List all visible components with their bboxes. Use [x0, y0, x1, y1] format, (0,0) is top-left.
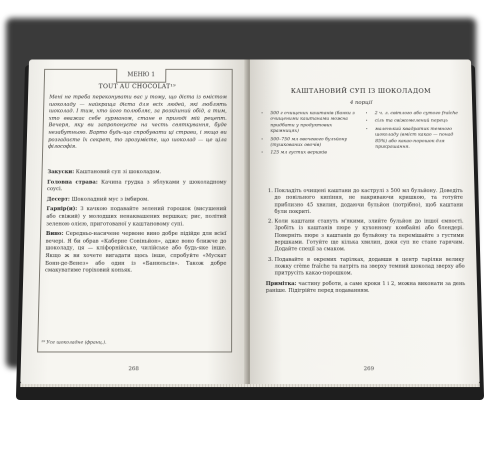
recipe-step: 2. Коли каштани стануть м'якими, злийте бульйон до іншої ємності. Зробіть із каштанів пюре у кухонному комбайні або блендері. Поверніть пюре з каштанів до бульйону та перемішайте з густими вершками. Готуйте ще кілька хвилин, доки суп не стане гарячим. Додайте спеції за смаком.	[274, 219, 464, 254]
ingredients-column-2	[368, 111, 464, 153]
recipe-portions: 4 порції	[349, 100, 373, 106]
intro-paragraph: Мені не треба переконувати вас у тому, що дієта із вмістом шоколаду — найкраща дієта для всіх людей, які люблять шоколад. І тим, хто його полюбляє, за розкішний обід, а тим, хто вважає себе гурманом, стане в пригоді мій рецепт. Вечеря, яку ви запропонуєте на честь святкування, буде незабутньою. Варто будь-що спробувати ці страви, і якщо ви розгадаєте їх секрет, то зрозумієте, що шоколад — це ціла філософія.	[47, 94, 227, 150]
page-number-right: 269	[363, 366, 375, 373]
recipe-step: 1. Покладіть очищені каштани до каструлі з 500 мл бульйону. Доведіть до повільного кипіння, не накриваючи кришкою, та готуйте приблизно 45 хвилин, додаючи бульйон (потрібно), щоб каштани були покриті.	[274, 188, 463, 216]
menu-item-starter: Закуски: Каштановий суп зі шоколадом.	[47, 169, 162, 176]
recipe-note: Примітка: частину роботи, а саме кроки 1 і 2, можна виконати за день раніше. Підігрійте перед подаванням.	[265, 280, 466, 294]
menu-intro-text	[48, 95, 227, 154]
ingredient-item: • 500 г очищених каштанів (банки з очищеними каштанами можна придбати у продуктових крамницях)	[270, 111, 358, 135]
right-page	[250, 60, 480, 384]
menu-items	[45, 169, 227, 278]
left-page	[20, 60, 248, 384]
recipe-step: 3. Подавайте в окремих тарілках, додавши в центр тарілки велику ложку crème fraîche та натріть на зверху темний шоколад зверху або притрусіть какао-порошком.	[275, 257, 465, 278]
recipe-title: КАШТАНОВИЙ СУП ІЗ ШОКОЛАДОМ	[290, 87, 432, 95]
page-number-left: 268	[128, 366, 139, 373]
menu-item-sides: Гарнір(и): З качкою подавайте зелений горошок (висушений або свіжий) у молодших ненаквашених вершках; рис, політий зеленою олією, приготованої у каштановому супі.	[46, 206, 227, 227]
ingredient-item: • 125 мл густих вершків	[270, 151, 358, 157]
open-book	[14, 60, 486, 396]
recipe-steps	[266, 188, 466, 295]
ingredient-item: • 2 ч. л. світлого або сутого fraîche	[375, 111, 463, 117]
menu-tab-label: МЕНЮ 1	[116, 69, 166, 83]
ingredients-list	[264, 111, 465, 184]
left-page-title: TOUT AU CHOCOLAT¹⁹	[98, 83, 176, 91]
ingredient-item: • сіль та свіжомелений перець	[375, 119, 463, 125]
menu-item-main: Головна страва: Качина грудка з яблуками у шоколадному соусі.	[46, 179, 227, 193]
menu-item-dessert: Десерт: Шоколадний мус з імбиром.	[46, 196, 149, 203]
footnote: ¹⁹ Усе шоколадне (франц.).	[41, 340, 107, 346]
ingredients-column-1	[264, 111, 359, 159]
menu-item-wine: Вино: Середньо-насичене червоне вино добре підійде для всієї вечері. Я би обрав «Каберне Совіньйон», адже воно ближче до шоколаду, ця — кліфорнійське, чилійське або будь-яке інше. Якщо ж ви хочете вигадати щось інше, спробуйте «Мускат Бонн-де-Венез» або один із «Банюльсів». Також добре смакуватиме горіховий коньяк.	[44, 231, 227, 274]
ingredient-item: • 500–750 мл овочевого бульйону (тушкованих овочів)	[270, 137, 358, 149]
ingredient-item: • маленький квадратик темного шоколаду (вміст какао — понад 85%) або какао-порошок для прикрашання.	[375, 127, 464, 151]
